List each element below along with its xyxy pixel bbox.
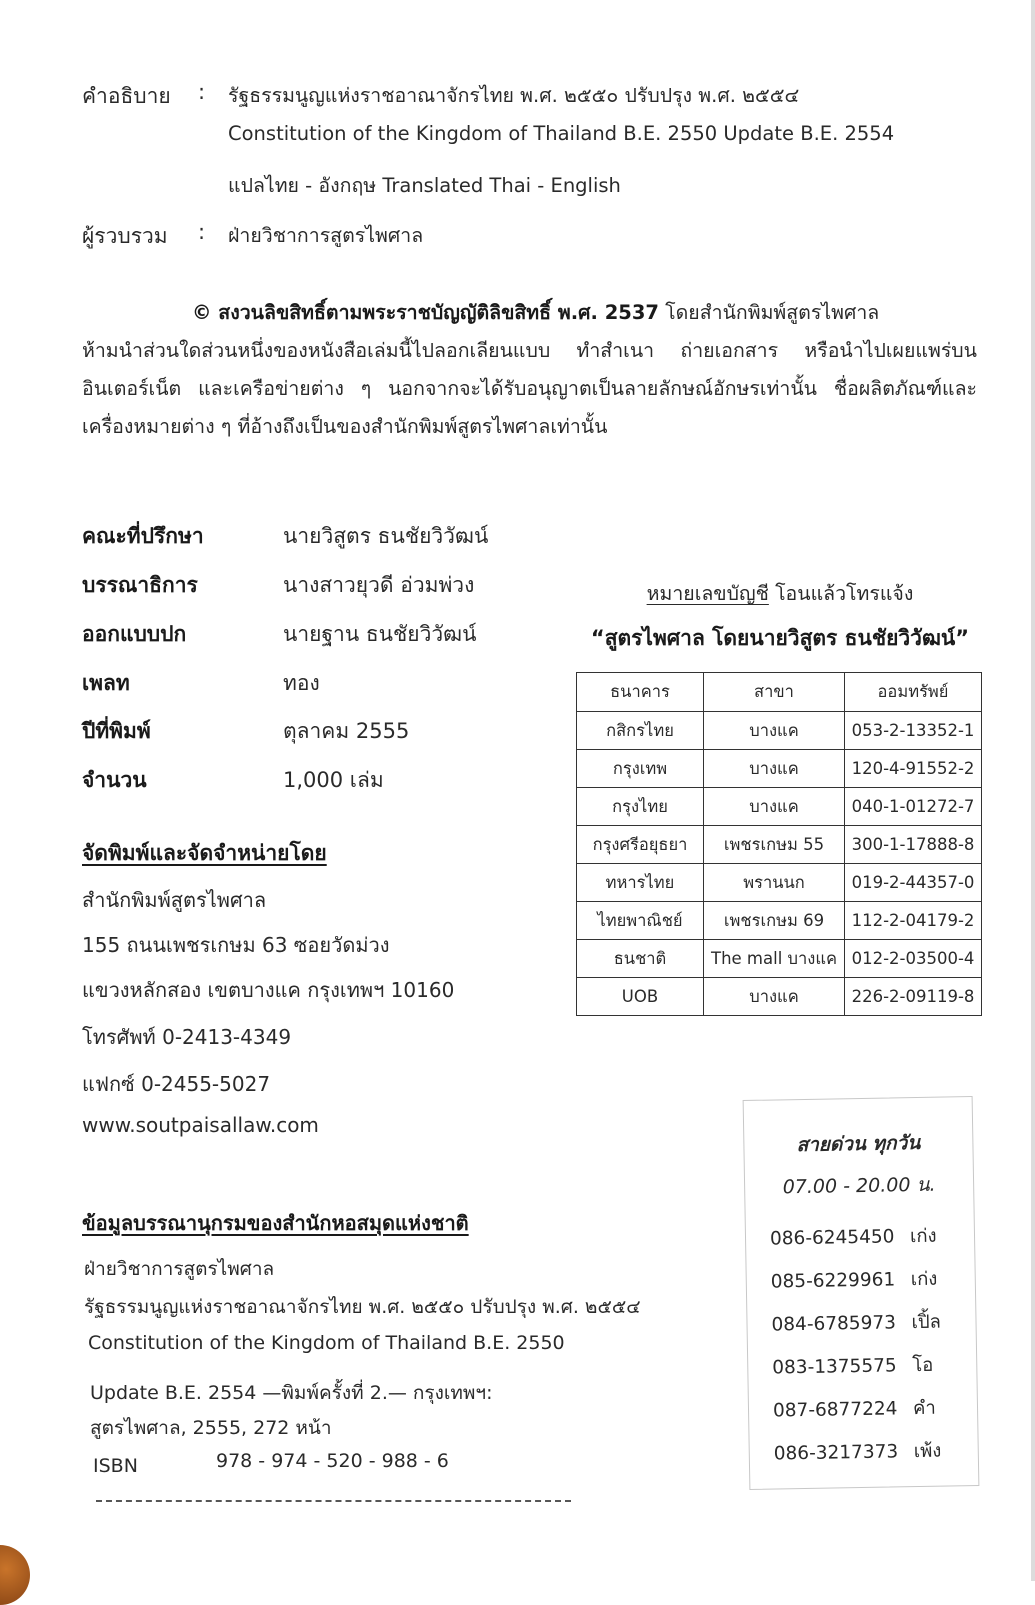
- credit-value-advisor: นายวิสูตร ธนชัยวิวัฒน์: [283, 524, 489, 548]
- table-row: [577, 978, 982, 1016]
- catalog-title-thai: รัฐธรรมนูญแห่งราชอาณาจักรไทย พ.ศ. ๒๕๕๐ ปรับปรุง พ.ศ. ๒๕๕๔: [84, 1296, 641, 1318]
- table-row: [577, 940, 982, 978]
- credit-label-quantity: จำนวน: [82, 768, 147, 792]
- cell-bank: UOB: [577, 978, 704, 1016]
- col-header-savings: ออมทรัพย์: [845, 673, 982, 712]
- bank-heading: [575, 578, 985, 609]
- cell-branch: บางแค: [704, 978, 845, 1016]
- cell-branch: เพชรเกษม 69: [704, 902, 845, 940]
- col-header-bank: ธนาคาร: [577, 673, 704, 712]
- copyright-body: ห้ามนำส่วนใดส่วนหนึ่งของหนังสือเล่มนี้ไปลอกเลียนแบบ ทำสำเนา ถ่ายเอกสาร หรือนำไปเผยแพร่บนอินเตอร์เน็ต และเครือข่ายต่าง ๆ นอกจากจะได้รับอนุญาตเป็นลายลักษณ์อักษรเท่านั้น ชื่อผลิตภัณฑ์และเครื่องหมายต่าง ๆ ที่อ้างถึงเป็นของสำนักพิมพ์สูตรไพศาลเท่านั้น: [82, 339, 977, 438]
- table-row: [577, 712, 982, 750]
- hotline-contact: [771, 1308, 941, 1340]
- cell-branch: The mall บางแค: [704, 940, 845, 978]
- bank-table: [576, 672, 982, 1016]
- contact-phone: 084-6785973: [771, 1312, 897, 1336]
- table-row: [577, 826, 982, 864]
- hotline-contact: [774, 1437, 942, 1469]
- cell-branch: บางแค: [704, 712, 845, 750]
- publisher-name: สำนักพิมพ์สูตรไพศาล: [82, 888, 267, 912]
- credit-label-advisor: คณะที่ปรึกษา: [82, 524, 204, 548]
- hotline-title: สายด่วน ทุกวัน: [796, 1131, 921, 1157]
- table-header-row: [577, 673, 982, 712]
- catalog-heading: ข้อมูลบรรณานุกรมของสำนักหอสมุดแห่งชาติ: [82, 1211, 469, 1235]
- credit-value-cover: นายฐาน ธนชัยวิวัฒน์: [283, 622, 477, 646]
- cell-bank: ทหารไทย: [577, 864, 704, 902]
- cell-account: 120-4-91552-2: [845, 750, 982, 788]
- col-header-branch: สาขา: [704, 673, 845, 712]
- catalog-title-english: Constitution of the Kingdom of Thailand B.E. 2550: [88, 1332, 565, 1354]
- cell-account: 053-2-13352-1: [845, 712, 982, 750]
- cell-bank: กรุงเทพ: [577, 750, 704, 788]
- contact-name: เก่ง: [909, 1225, 937, 1248]
- page-edge: [1031, 0, 1035, 1581]
- contact-phone: 087-6877224: [772, 1398, 898, 1422]
- bank-heading-underlined: หมายเลขบัญชี: [646, 582, 769, 605]
- table-row: [577, 788, 982, 826]
- cell-bank: กรุงไทย: [577, 788, 704, 826]
- description-label: คำอธิบาย: [82, 84, 171, 108]
- isbn-value: 978 - 974 - 520 - 988 - 6: [216, 1450, 449, 1472]
- credit-value-quantity: 1,000 เล่ม: [283, 768, 384, 792]
- publisher-heading: จัดพิมพ์และจัดจำหน่ายโดย: [82, 841, 327, 865]
- copyright-statement: © สงวนลิขสิทธิ์ตามพระราชบัญญัติลิขสิทธิ์ พ.ศ. 2537: [192, 301, 659, 324]
- description-line-english: Constitution of the Kingdom of Thailand B.E. 2550 Update B.E. 2554: [228, 122, 895, 145]
- catalog-author: ฝ่ายวิชาการสูตรไพศาล: [84, 1258, 275, 1280]
- compiler-label: ผู้รวบรวม: [82, 224, 168, 248]
- contact-name: คำ: [912, 1397, 936, 1420]
- copyright-publisher: โดยสำนักพิมพ์สูตรไพศาล: [658, 301, 880, 324]
- credit-label-editor: บรรณาธิการ: [82, 573, 198, 597]
- catalog-edition: Update B.E. 2554 —พิมพ์ครั้งที่ 2.— กรุงเทพฯ:: [90, 1382, 493, 1404]
- cell-branch: บางแค: [704, 788, 845, 826]
- contact-name: โอ: [912, 1354, 934, 1377]
- credit-value-year: ตุลาคม 2555: [283, 719, 410, 743]
- dashed-divider: [96, 1500, 571, 1502]
- cell-branch: พรานนก: [704, 864, 845, 902]
- description-line-translation: แปลไทย - อังกฤษ Translated Thai - English: [228, 174, 621, 197]
- table-row: [577, 902, 982, 940]
- account-name: “สูตรไพศาล โดยนายวิสูตร ธนชัยวิวัฒน์”: [590, 626, 970, 650]
- hotline-hours: 07.00 - 20.00 น.: [782, 1173, 936, 1199]
- cell-account: 300-1-17888-8: [845, 826, 982, 864]
- contact-phone: 085-6229961: [770, 1269, 896, 1293]
- cell-bank: กสิกรไทย: [577, 712, 704, 750]
- cell-branch: บางแค: [704, 750, 845, 788]
- catalog-publication: สูตรไพศาล, 2555, 272 หน้า: [90, 1417, 332, 1439]
- credit-label-cover: ออกแบบปก: [82, 622, 187, 646]
- cell-account: 019-2-44357-0: [845, 864, 982, 902]
- contact-phone: 083-1375575: [772, 1355, 897, 1379]
- cell-branch: เพชรเกษม 55: [704, 826, 845, 864]
- hotline-contact: [773, 1394, 936, 1426]
- credit-value-editor: นางสาวยุวดี อ่วมพ่วง: [283, 573, 475, 597]
- cell-bank: ธนชาติ: [577, 940, 704, 978]
- publisher-fax: แฟกซ์ 0-2455-5027: [82, 1072, 271, 1096]
- compiler-colon: :: [198, 220, 206, 244]
- contact-phone: 086-6245450: [769, 1226, 895, 1250]
- hotline-contact: [771, 1265, 938, 1297]
- hotline-box: [743, 1096, 980, 1490]
- cell-bank: กรุงศรีอยุธยา: [577, 826, 704, 864]
- contact-name: เก่ง: [910, 1268, 938, 1291]
- hotline-contact: [772, 1351, 934, 1383]
- hotline-contact: [770, 1222, 937, 1254]
- contact-phone: 086-3217373: [773, 1441, 899, 1465]
- publisher-phone: โทรศัพท์ 0-2413-4349: [82, 1025, 292, 1049]
- description-colon: :: [198, 80, 206, 104]
- credit-value-plate: ทอง: [283, 671, 320, 695]
- table-row: [577, 864, 982, 902]
- cell-account: 112-2-04179-2: [845, 902, 982, 940]
- credit-label-plate: เพลท: [82, 671, 130, 695]
- description-line-thai: รัฐธรรมนูญแห่งราชอาณาจักรไทย พ.ศ. ๒๕๕๐ ปรับปรุง พ.ศ. ๒๕๕๔: [228, 84, 800, 107]
- credit-label-year: ปีที่พิมพ์: [82, 719, 151, 743]
- publisher-address-1: 155 ถนนเพชรเกษม 63 ซอยวัดม่วง: [82, 933, 390, 957]
- compiler-value: ฝ่ายวิชาการสูตรไพศาล: [228, 224, 424, 247]
- publisher-website-link[interactable]: www.soutpaisallaw.com: [82, 1113, 319, 1137]
- contact-name: เพ้ง: [913, 1440, 942, 1463]
- cell-account: 040-1-01272-7: [845, 788, 982, 826]
- table-row: [577, 750, 982, 788]
- cell-account: 226-2-09119-8: [845, 978, 982, 1016]
- cell-bank: ไทยพาณิชย์: [577, 902, 704, 940]
- isbn-label: ISBN: [93, 1455, 138, 1477]
- contact-name: เปิ้ล: [911, 1311, 942, 1334]
- publisher-address-2: แขวงหลักสอง เขตบางแค กรุงเทพฯ 10160: [82, 978, 455, 1002]
- bank-heading-note: โอนแล้วโทรแจ้ง: [768, 582, 914, 605]
- cell-account: 012-2-03500-4: [845, 940, 982, 978]
- thumb-shadow: [0, 1545, 30, 1605]
- copyright-notice: [82, 294, 977, 446]
